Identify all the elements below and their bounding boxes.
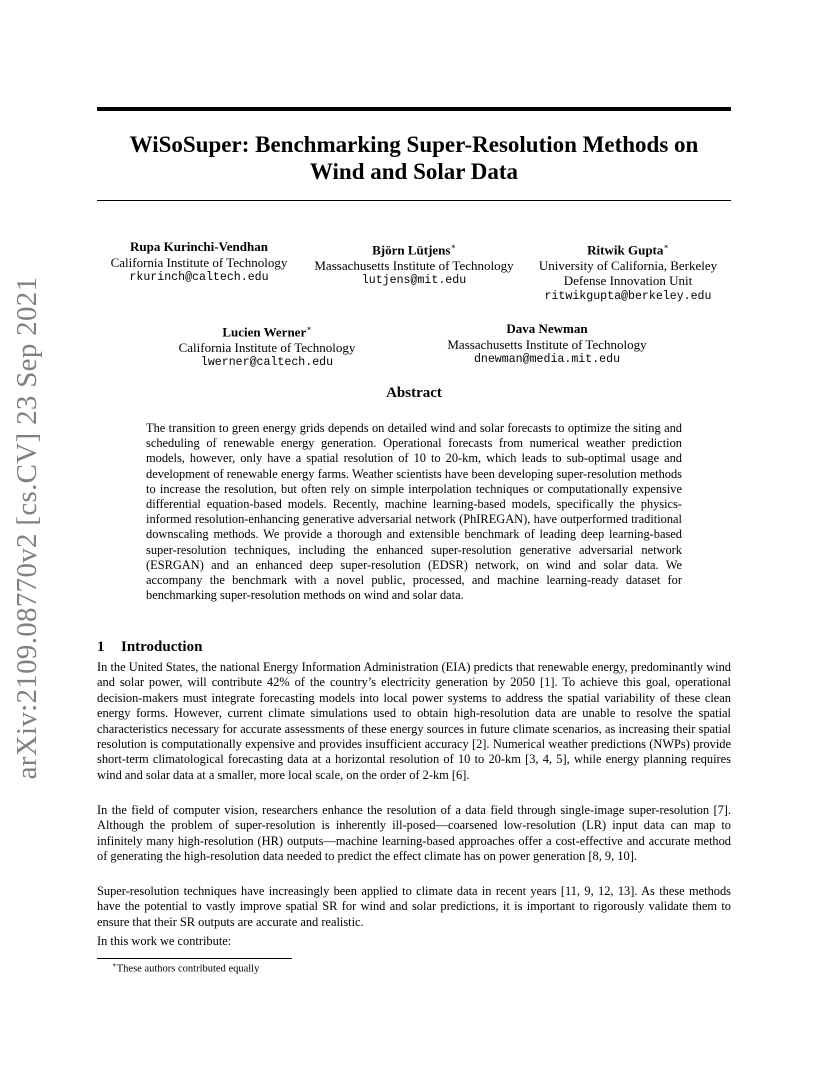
section-number: 1 [97, 639, 105, 655]
author-email: lwerner@caltech.edu [200, 356, 334, 370]
body-paragraph: In the field of computer vision, researchers enhance the resolution of a data field through single-image super-resolution [7]. Although the problem of super-resolution is inherently ill-posed—coarsened low-resolution (LR) input data can map to infinitely many high-resolution (HR) outputs—machine learning-based approaches offer a cost-effective and accurate method of generating the high-resolution data needed to predict the effect climate has on power generation [8, 9, 10]. [97, 803, 731, 864]
paper-title [97, 131, 731, 185]
author-block [104, 239, 294, 286]
footnote-text: These authors contributed equally [116, 963, 260, 975]
title-rule-bottom [97, 200, 731, 201]
author-name: Ritwik Gupta [587, 242, 664, 258]
author-affiliation: California Institute of Technology [178, 339, 356, 355]
author-affiliation: Massachusetts Institute of Technology [314, 257, 514, 273]
author-block [437, 321, 657, 368]
author-email: rkurinch@caltech.edu [129, 271, 269, 284]
paper-title-line-2: Wind and Solar Data [309, 159, 519, 184]
body-paragraph: In the United States, the national Energy Information Administration (EIA) predicts that renewable energy, predominantly wind and solar power, will contribute 42% of the country’s electricity generation by 2050 [1]. To achieve this goal, operational decision-makers must integrate forecasting models into local power systems to address the spatial variability of these clean energy forms. However, current climate simulations used to obtain high-resolution data are unable to resolve the spatial characteristics necessary for accurate assessments of these energy sources in future climate scenarios, as increasing their spatial resolution is computationally expensive and provides insufficient accuracy [2]. Numerical weather predictions (NWPs) provide short-term climatological forecasting data at a horizontal resolution of 10 to 20-km [3, 4, 5], while energy planning requires wind and solar data at a smaller, more local scale, on the order of 2-km [6]. [97, 660, 731, 782]
section-heading [97, 639, 202, 656]
author-affiliation: California Institute of Technology [110, 254, 288, 270]
arxiv-identifier-stamp: arXiv:2109.08770v2 [cs.CV] 23 Sep 2021 [11, 276, 43, 780]
author-block [167, 321, 367, 371]
footnote-mark: ∗ [112, 961, 117, 969]
footnote-rule [97, 958, 292, 959]
equal-contribution-mark: ∗ [450, 242, 456, 251]
body-paragraph: In this work we contribute: [97, 934, 232, 948]
abstract-text: The transition to green energy grids depends on detailed wind and solar forecasts to optimize the siting and scheduling of renewable energy generation. Operational forecasts from numerical weather prediction models, however, only have a spatial resolution of 10 to 20-km, which leads to sub-optimal usage and development of renewable energy farms. Weather scientists have been developing super-resolution methods to increase the resolution, but often rely on simple interpolation techniques or computationally expensive differential equation-based models. Recently, machine learning-based models, specifically the physics-informed resolution-enhancing generative adversarial network (PhIREGAN), have outperformed traditional downscaling methods. We provide a thorough and extensible benchmark of leading deep learning-based super-resolution techniques, including the enhanced super-resolution generative adversarial network (ESRGAN) and an enhanced deep super-resolution (EDSR) network, on wind and solar data. We accompany the benchmark with a novel public, processed, and machine learning-ready dataset for benchmarking super-resolution methods on wind and solar data. [146, 421, 682, 603]
author-affiliation: University of California, Berkeley [538, 257, 718, 273]
author-name: Rupa Kurinchi-Vendhan [130, 239, 268, 254]
author-block [528, 239, 728, 304]
author-email: lutjens@mit.edu [361, 274, 467, 288]
equal-contribution-mark: ∗ [663, 242, 669, 251]
author-name: Dava Newman [506, 321, 588, 336]
author-affiliation-secondary: Defense Innovation Unit [563, 273, 693, 289]
title-rule-top [97, 107, 731, 111]
body-paragraph: Super-resolution techniques have increasingly been applied to climate data in recent years [11, 9, 12, 13]. As these methods have the potential to vastly improve spatial SR for wind and solar predictions, it is important to rigorously validate them to ensure that their SR outputs are accurate and realistic. [97, 884, 731, 929]
author-block [304, 239, 524, 289]
equal-contribution-mark: ∗ [306, 324, 312, 333]
author-name: Lucien Werner [222, 324, 307, 340]
paper-title-line-1: WiSoSuper: Benchmarking Super-Resolution Methods on [129, 132, 699, 157]
author-email: dnewman@media.mit.edu [473, 353, 621, 366]
author-email: ritwikgupta@berkeley.edu [544, 289, 712, 303]
footnote [112, 961, 259, 975]
abstract-heading: Abstract [386, 385, 442, 401]
author-affiliation: Massachusetts Institute of Technology [447, 336, 647, 352]
author-name: Björn Lütjens [372, 242, 451, 258]
section-title: Introduction [121, 639, 203, 655]
